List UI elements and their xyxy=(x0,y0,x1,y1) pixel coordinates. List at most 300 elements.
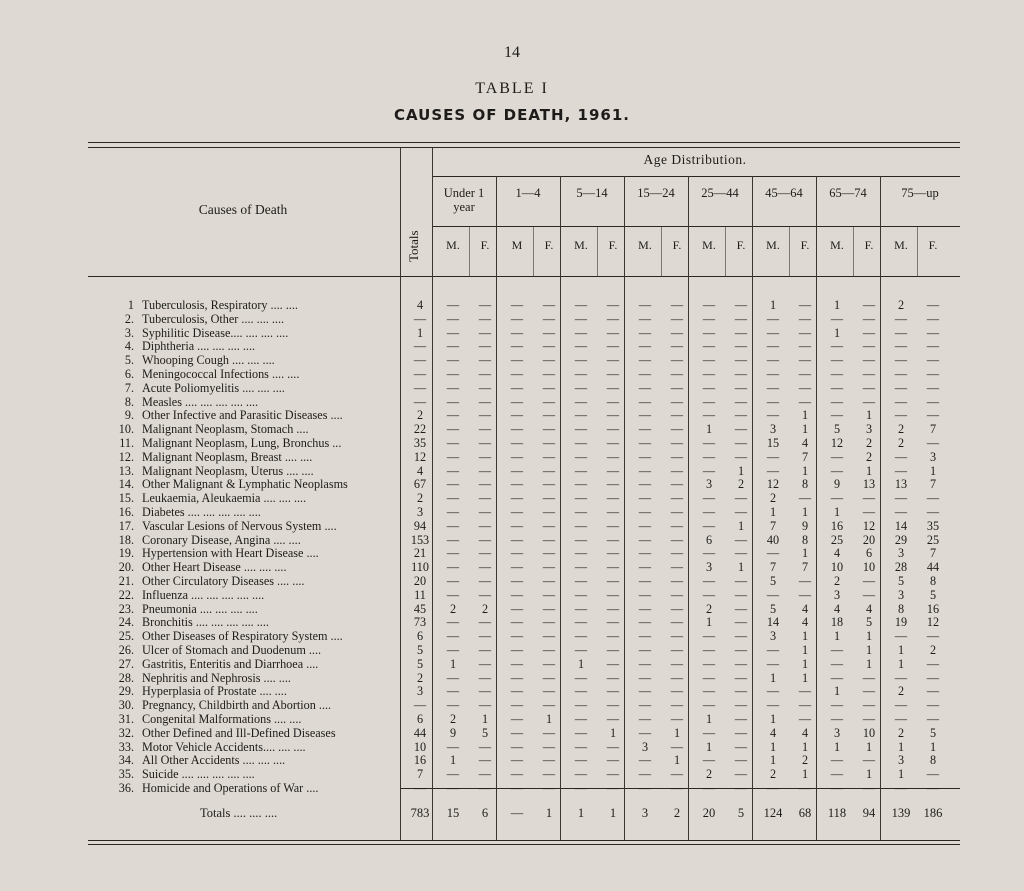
table-cell: — xyxy=(478,781,492,795)
table-cell: 25 xyxy=(830,532,844,547)
table-cell: 1 xyxy=(449,656,457,671)
table-cell: — xyxy=(670,518,684,533)
table-cell: — xyxy=(862,298,876,312)
cause-name: Nephritis and Nephrosis .... .... xyxy=(142,670,291,685)
row-number: 15. xyxy=(118,491,134,506)
table-cell: 7 xyxy=(929,422,937,437)
table-cell: — xyxy=(638,394,652,409)
table-cell: 3 xyxy=(833,587,841,602)
row-total: — xyxy=(413,311,427,326)
table-cell: 2 xyxy=(449,601,457,616)
table-cell: — xyxy=(926,656,940,671)
table-cell: — xyxy=(510,574,524,588)
table-cell: — xyxy=(542,629,556,644)
totals-cell: 186 xyxy=(923,806,943,820)
age-group-header: Under 1 year xyxy=(443,186,485,214)
table-cell: — xyxy=(798,712,812,726)
table-cell: 1 xyxy=(705,712,713,726)
row-total: — xyxy=(413,339,427,354)
table-cell: — xyxy=(574,298,588,312)
table-cell: 2 xyxy=(929,643,937,657)
table-cell: 1 xyxy=(801,767,809,782)
row-number: 6. xyxy=(124,367,134,381)
table-cell: — xyxy=(670,477,684,492)
row-total: — xyxy=(413,380,427,395)
table-cell: — xyxy=(542,781,556,795)
table-cell: — xyxy=(606,698,620,713)
table-cell: — xyxy=(894,781,908,795)
table-cell: — xyxy=(446,560,460,575)
table-cell: 1 xyxy=(929,739,937,754)
totals-cell: 6 xyxy=(481,806,489,820)
totals-cell: 68 xyxy=(798,806,812,820)
table-cell: — xyxy=(766,684,780,699)
table-cell: 8 xyxy=(801,477,809,492)
table-cell: — xyxy=(798,781,812,795)
table-row xyxy=(0,367,1024,381)
table-cell: — xyxy=(478,325,492,340)
row-number: 7. xyxy=(124,380,134,395)
table-cell: — xyxy=(478,518,492,533)
table-cell: 5 xyxy=(865,615,873,630)
table-cell: — xyxy=(862,698,876,713)
table-row xyxy=(0,298,1024,312)
table-cell: 16 xyxy=(926,601,940,616)
table-cell: — xyxy=(574,311,588,326)
table-cell: — xyxy=(926,325,940,340)
table-cell: — xyxy=(734,574,748,588)
table-cell: — xyxy=(766,325,780,340)
table-cell: — xyxy=(734,380,748,395)
table-cell: — xyxy=(510,767,524,782)
table-cell: — xyxy=(702,298,716,312)
table-cell: — xyxy=(670,532,684,547)
table-cell: — xyxy=(510,408,524,423)
table-cell: — xyxy=(542,601,556,616)
table-cell: — xyxy=(510,422,524,437)
table-cell: 44 xyxy=(926,560,940,575)
table-cell: — xyxy=(574,560,588,575)
table-cell: 3 xyxy=(769,629,777,644)
table-cell: 2 xyxy=(865,449,873,464)
row-number: 29. xyxy=(118,684,134,699)
row-total: — xyxy=(413,698,427,713)
table-cell: — xyxy=(478,546,492,561)
table-cell: — xyxy=(734,532,748,547)
table-cell: — xyxy=(766,587,780,602)
table-cell: 1 xyxy=(865,643,873,657)
table-cell: 1 xyxy=(801,656,809,671)
table-cell: 1 xyxy=(897,643,905,657)
table-cell: 1 xyxy=(705,422,713,437)
table-title: TABLE I xyxy=(475,80,549,97)
table-cell: — xyxy=(542,670,556,685)
cause-name: Syphilitic Disease.... .... .... .... xyxy=(142,325,289,340)
table-cell: — xyxy=(510,643,524,657)
table-cell: — xyxy=(926,367,940,381)
table-cell: 14 xyxy=(894,518,908,533)
table-cell: — xyxy=(606,298,620,312)
cause-name: Influenza .... .... .... .... .... xyxy=(142,587,265,602)
row-total: 22 xyxy=(413,422,427,437)
totals-cell: 3 xyxy=(641,806,649,820)
table-row xyxy=(0,546,1024,560)
table-cell: — xyxy=(702,491,716,506)
row-number: 16. xyxy=(118,505,134,519)
table-cell: — xyxy=(574,684,588,699)
table-cell: — xyxy=(478,367,492,381)
table-cell: — xyxy=(478,339,492,354)
table-cell: 7 xyxy=(929,546,937,561)
cause-name: Motor Vehicle Accidents.... .... .... xyxy=(142,739,306,754)
table-cell: — xyxy=(702,394,716,409)
female-column-header: F. xyxy=(864,238,874,252)
table-cell: — xyxy=(510,477,524,492)
table-cell: — xyxy=(670,505,684,519)
row-total: 2 xyxy=(416,491,424,506)
table-cell: — xyxy=(926,781,940,795)
table-cell: — xyxy=(574,615,588,630)
table-cell: — xyxy=(606,505,620,519)
table-cell: — xyxy=(606,670,620,685)
table-cell: — xyxy=(638,753,652,768)
table-cell: — xyxy=(638,601,652,616)
table-cell: — xyxy=(446,311,460,326)
female-column-header: F. xyxy=(672,238,682,252)
table-cell: — xyxy=(734,753,748,768)
table-cell: 2 xyxy=(769,491,777,506)
table-cell: — xyxy=(734,656,748,671)
table-cell: 1 xyxy=(833,684,841,699)
table-cell: — xyxy=(510,298,524,312)
table-cell: — xyxy=(574,546,588,561)
cause-name: Measles .... .... .... .... .... xyxy=(142,394,259,409)
table-cell: 1 xyxy=(833,298,841,312)
cause-name: Other Infective and Parasitic Diseases .... xyxy=(142,408,343,423)
table-cell: — xyxy=(510,615,524,630)
female-column-header: F. xyxy=(608,238,618,252)
table-cell: — xyxy=(542,739,556,754)
table-cell: — xyxy=(510,739,524,754)
table-cell: — xyxy=(574,587,588,602)
table-cell: — xyxy=(830,353,844,368)
table-cell: 1 xyxy=(801,739,809,754)
table-cell: 4 xyxy=(865,601,873,616)
grand-total: 783 xyxy=(410,806,430,820)
table-cell: — xyxy=(926,505,940,519)
table-cell: — xyxy=(638,298,652,312)
table-cell: 12 xyxy=(766,477,780,492)
table-cell: — xyxy=(926,311,940,326)
table-cell: 2 xyxy=(897,436,905,450)
table-cell: — xyxy=(638,408,652,423)
table-cell: — xyxy=(510,546,524,561)
table-cell: 5 xyxy=(481,725,489,740)
table-cell: — xyxy=(574,739,588,754)
table-cell: — xyxy=(670,712,684,726)
table-cell: — xyxy=(830,367,844,381)
table-cell: 14 xyxy=(766,615,780,630)
table-cell: 16 xyxy=(830,518,844,533)
table-cell: — xyxy=(606,546,620,561)
table-cell: — xyxy=(510,518,524,533)
causes-header: Causes of Death xyxy=(198,202,288,217)
row-number: 4. xyxy=(124,339,134,354)
row-total: 110 xyxy=(411,560,429,575)
table-cell: 1 xyxy=(865,629,873,644)
table-cell: — xyxy=(446,781,460,795)
row-total: 11 xyxy=(414,587,426,602)
table-cell: — xyxy=(862,574,876,588)
table-cell: — xyxy=(670,436,684,450)
table-cell: — xyxy=(766,781,780,795)
table-cell: — xyxy=(478,491,492,506)
table-cell: 3 xyxy=(897,546,905,561)
table-cell: — xyxy=(830,712,844,726)
table-cell: — xyxy=(606,739,620,754)
cause-name: Leukaemia, Aleukaemia .... .... .... xyxy=(142,491,307,506)
cause-name: Other Circulatory Diseases .... .... xyxy=(142,574,305,588)
table-cell: — xyxy=(446,739,460,754)
table-cell: — xyxy=(670,546,684,561)
table-cell: 1 xyxy=(769,670,777,685)
row-total: 3 xyxy=(416,505,424,519)
table-cell: — xyxy=(670,643,684,657)
table-cell: — xyxy=(926,380,940,395)
table-cell: — xyxy=(830,491,844,506)
cause-name: Diphtheria .... .... .... .... xyxy=(142,339,256,354)
table-cell: 13 xyxy=(894,477,908,492)
table-cell: — xyxy=(606,436,620,450)
table-cell: — xyxy=(446,587,460,602)
row-number: 19. xyxy=(118,546,134,561)
table-row xyxy=(0,574,1024,588)
table-cell: — xyxy=(830,698,844,713)
table-cell: — xyxy=(862,781,876,795)
row-total: 6 xyxy=(416,629,424,644)
table-cell: 9 xyxy=(801,518,809,533)
table-cell: — xyxy=(446,477,460,492)
table-cell: — xyxy=(638,698,652,713)
table-cell: — xyxy=(734,449,748,464)
table-cell: — xyxy=(702,753,716,768)
table-cell: 1 xyxy=(801,408,809,423)
table-cell: 1 xyxy=(801,546,809,561)
table-cell: 2 xyxy=(865,436,873,450)
table-cell: — xyxy=(702,546,716,561)
age-group-header: 45—64 xyxy=(765,186,803,200)
table-cell: — xyxy=(670,656,684,671)
age-distribution-header: Age Distribution. xyxy=(643,152,747,167)
table-row xyxy=(0,643,1024,657)
table-cell: — xyxy=(862,339,876,354)
table-cell: 8 xyxy=(929,753,937,768)
table-cell: — xyxy=(478,463,492,478)
cause-name: Malignant Neoplasm, Stomach .... xyxy=(142,422,309,437)
table-row xyxy=(0,381,1024,395)
table-cell: — xyxy=(830,311,844,326)
row-number: 12. xyxy=(118,449,134,464)
table-cell: 10 xyxy=(862,725,876,740)
table-cell: — xyxy=(510,505,524,519)
cause-name: Acute Poliomyelitis .... .... .... xyxy=(142,380,285,395)
table-cell: — xyxy=(638,436,652,450)
table-cell: — xyxy=(510,629,524,644)
table-cell: — xyxy=(638,643,652,657)
table-cell: — xyxy=(926,684,940,699)
table-cell: — xyxy=(478,353,492,368)
table-cell: 1 xyxy=(801,629,809,644)
table-cell: — xyxy=(830,670,844,685)
table-cell: — xyxy=(734,725,748,740)
cause-name: Suicide .... .... .... .... .... xyxy=(142,767,255,782)
table-cell: — xyxy=(894,449,908,464)
table-cell: — xyxy=(670,367,684,381)
table-cell: — xyxy=(510,698,524,713)
table-cell: — xyxy=(478,615,492,630)
table-cell: — xyxy=(542,725,556,740)
table-cell: 8 xyxy=(801,532,809,547)
female-column-header: F. xyxy=(800,238,810,252)
table-cell: — xyxy=(574,601,588,616)
page-number: 14 xyxy=(504,44,520,61)
table-cell: — xyxy=(542,477,556,492)
row-number: 17. xyxy=(118,518,134,533)
table-cell: — xyxy=(926,767,940,782)
totals-cell: 1 xyxy=(609,806,617,820)
totals-label: Totals .... .... .... xyxy=(200,806,278,820)
table-cell: — xyxy=(606,477,620,492)
table-cell: — xyxy=(670,739,684,754)
table-cell: — xyxy=(766,643,780,657)
table-cell: — xyxy=(638,422,652,437)
table-cell: 8 xyxy=(897,601,905,616)
table-cell: — xyxy=(478,739,492,754)
table-cell: — xyxy=(702,656,716,671)
totals-cell: 94 xyxy=(862,806,876,820)
cause-name: Ulcer of Stomach and Duodenum .... xyxy=(142,643,322,657)
table-cell: — xyxy=(446,394,460,409)
table-cell: — xyxy=(574,367,588,381)
row-total: 4 xyxy=(416,463,424,478)
table-cell: — xyxy=(734,684,748,699)
table-cell: 5 xyxy=(897,574,905,588)
row-number: 23. xyxy=(118,601,134,616)
table-cell: — xyxy=(542,463,556,478)
table-cell: — xyxy=(606,560,620,575)
row-total: 67 xyxy=(413,477,427,492)
table-cell: 1 xyxy=(769,712,777,726)
table-cell: — xyxy=(542,656,556,671)
cause-name: Tuberculosis, Other .... .... .... xyxy=(142,311,285,326)
table-cell: — xyxy=(830,463,844,478)
row-number: 1 xyxy=(127,298,134,312)
row-number: 35. xyxy=(118,767,134,782)
table-row xyxy=(0,671,1024,685)
table-cell: — xyxy=(734,698,748,713)
table-cell: — xyxy=(606,532,620,547)
table-row xyxy=(0,560,1024,574)
table-cell: — xyxy=(670,298,684,312)
table-row xyxy=(0,519,1024,533)
table-cell: — xyxy=(574,477,588,492)
table-cell: 3 xyxy=(769,422,777,437)
table-cell: — xyxy=(478,311,492,326)
table-cell: — xyxy=(638,574,652,588)
table-cell: — xyxy=(862,712,876,726)
table-cell: — xyxy=(670,311,684,326)
table-cell: — xyxy=(926,353,940,368)
row-total: 16 xyxy=(413,753,427,768)
row-total: 45 xyxy=(413,601,427,616)
male-column-header: M xyxy=(511,238,523,252)
table-cell: — xyxy=(798,325,812,340)
table-cell: — xyxy=(638,781,652,795)
table-cell: — xyxy=(574,463,588,478)
table-cell: — xyxy=(478,587,492,602)
table-cell: — xyxy=(574,491,588,506)
cause-name: Coronary Disease, Angina .... .... xyxy=(142,532,301,547)
row-total: 94 xyxy=(413,518,427,533)
table-cell: — xyxy=(734,325,748,340)
table-cell: — xyxy=(926,712,940,726)
row-total: 1 xyxy=(416,325,424,340)
table-cell: — xyxy=(574,449,588,464)
table-cell: 10 xyxy=(830,560,844,575)
table-cell: — xyxy=(734,394,748,409)
row-total: 4 xyxy=(416,298,424,312)
table-cell: — xyxy=(702,518,716,533)
table-cell: — xyxy=(766,353,780,368)
table-cell: 4 xyxy=(801,725,809,740)
row-number: 30. xyxy=(118,698,134,713)
table-cell: 3 xyxy=(865,422,873,437)
table-cell: — xyxy=(702,587,716,602)
table-cell: — xyxy=(606,587,620,602)
table-cell: — xyxy=(478,380,492,395)
table-cell: 4 xyxy=(801,601,809,616)
table-cell: 1 xyxy=(897,739,905,754)
male-column-header: M. xyxy=(894,238,908,252)
table-bottom-rule-2 xyxy=(88,844,960,845)
table-cell: — xyxy=(926,436,940,450)
table-caption: CAUSES OF DEATH, 1961. xyxy=(394,106,630,124)
table-cell: — xyxy=(542,698,556,713)
row-number: 26. xyxy=(118,643,134,657)
table-cell: — xyxy=(478,505,492,519)
table-row xyxy=(0,657,1024,671)
table-cell: — xyxy=(606,684,620,699)
table-cell: — xyxy=(446,698,460,713)
table-cell: — xyxy=(638,325,652,340)
table-cell: — xyxy=(510,436,524,450)
table-cell: — xyxy=(862,394,876,409)
age-group-header: 1—4 xyxy=(515,186,541,200)
table-cell: — xyxy=(478,532,492,547)
table-cell: — xyxy=(894,394,908,409)
age-group-header: 15—24 xyxy=(637,186,675,200)
table-cell: 5 xyxy=(929,725,937,740)
table-cell: — xyxy=(734,767,748,782)
table-cell: — xyxy=(766,311,780,326)
table-cell: 6 xyxy=(865,546,873,561)
table-cell: — xyxy=(702,339,716,354)
table-cell: — xyxy=(862,311,876,326)
table-cell: — xyxy=(542,560,556,575)
table-cell: 3 xyxy=(929,449,937,464)
row-number: 31. xyxy=(118,712,134,726)
cause-name: Other Defined and Ill-Defined Diseases xyxy=(142,725,336,740)
